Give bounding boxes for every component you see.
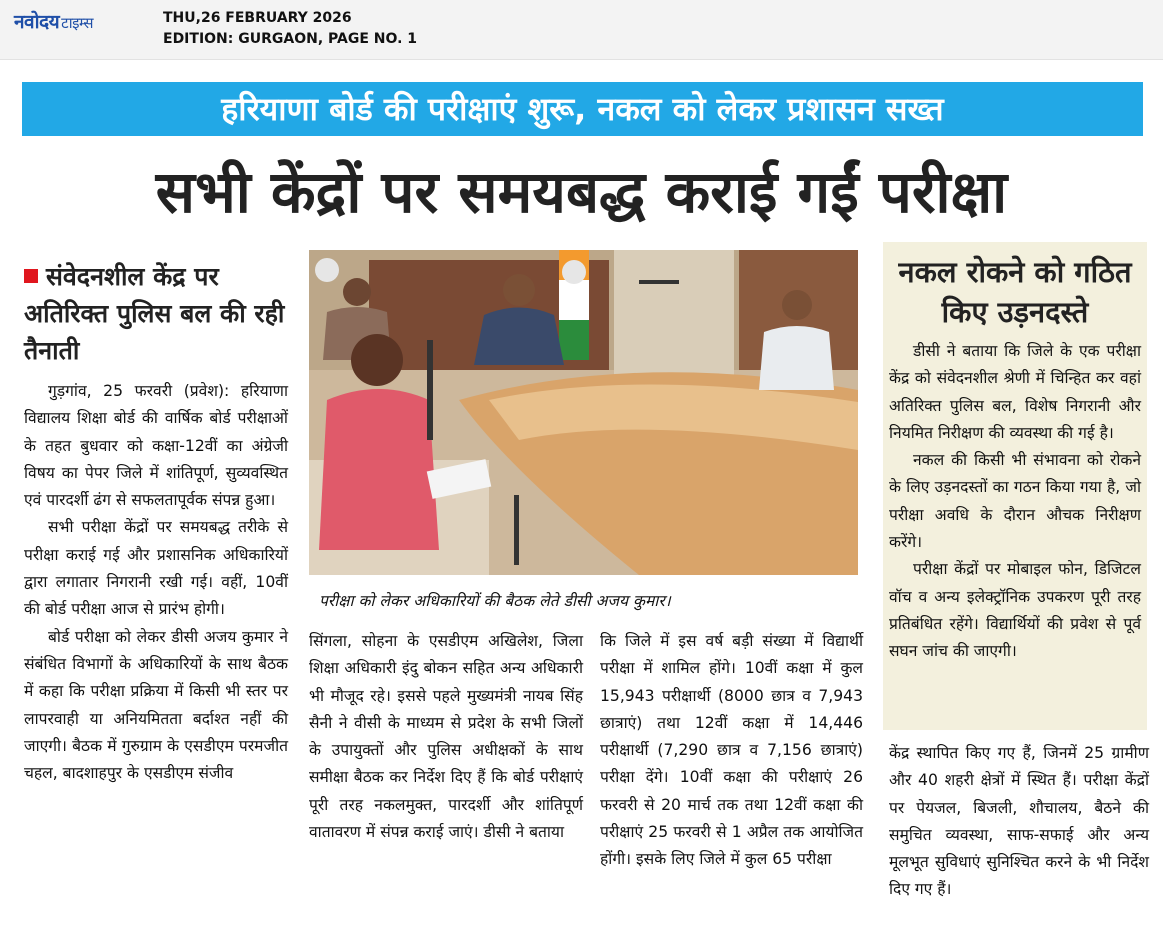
- logo-sub: टाइम्स: [61, 14, 93, 32]
- logo-main: नवोदय: [14, 11, 60, 33]
- subheadline: [24, 258, 286, 369]
- sidebar-heading: नकल रोकने को गठित किए उड़नदस्ते: [898, 255, 1132, 329]
- edition-info: [163, 8, 417, 50]
- sidebar-paragraph: डीसी ने बताया कि जिले के एक परीक्षा केंद्र को संवेदनशील श्रेणी में चिन्हित कर वहां अतिरिक्त पुलिस बल, विशेष निगरानी और नियमित निरीक्षण की व्यवस्था की गई है।: [889, 342, 1141, 442]
- article-column-2: [309, 628, 583, 846]
- photo-caption: परीक्षा को लेकर अधिकारियों की बैठक लेते डीसी अजय कुमार।: [319, 592, 671, 610]
- article-paragraph: बोर्ड परीक्षा को लेकर डीसी अजय कुमार ने संबंधित विभागों के अधिकारियों के साथ बैठक में कहा कि परीक्षा प्रक्रिया में किसी भी स्तर पर लापरवाही या अनियमितता बर्दाश्त नहीं की जाएगी। बैठक में गुरुग्राम के एसडीएम परमजीत चहल, बादशाहपुर के एसडीएम संजीव: [24, 627, 288, 783]
- article-column-4: [889, 740, 1149, 904]
- meeting-photo-illustration: [309, 250, 858, 575]
- article-column-3: [600, 628, 863, 874]
- kicker-banner: हरियाणा बोर्ड की परीक्षाएं शुरू, नकल को लेकर प्रशासन सख्त: [22, 82, 1143, 136]
- edition-date: THU,26 FEBRUARY 2026: [163, 10, 352, 26]
- sidebar-paragraph: नकल की किसी भी संभावना को रोकने के लिए उड़नदस्तों का गठन किया गया है, जो परीक्षा अवधि के दौरान औचक निरीक्षण करेंगे।: [889, 451, 1141, 552]
- article-paragraph: गुड़गांव, 25 फरवरी (प्रवेश): हरियाणा विद्यालय शिक्षा बोर्ड की वार्षिक बोर्ड परीक्षाओं के तहत बुधवार को कक्षा-12वीं का अंग्रेजी विषय का पेपर जिले में शांतिपूर्ण, सुव्यवस्थित एवं पारदर्शी ढंग से सफलतापूर्वक संपन्न हुआ।: [24, 382, 288, 510]
- article-paragraph: सभी परीक्षा केंद्रों पर समयबद्ध तरीके से परीक्षा कराई गई और प्रशासनिक अधिकारियों द्वारा लगातार निगरानी रखी गई। वहीं, 10वीं की बोर्ड परीक्षा आज से प्रारंभ होगी।: [24, 518, 288, 619]
- edition-page: EDITION: GURGAON, PAGE NO. 1: [163, 31, 418, 47]
- article-paragraph: केंद्र स्थापित किए गए हैं, जिनमें 25 ग्रामीण और 40 शहरी क्षेत्रों में स्थित हैं। परीक्षा केंद्रों पर पेयजल, बिजली, शौचालय, बैठने की समुचित व्यवस्था, साफ-सफाई और अन्य मूलभूत सुविधाएं सुनिश्चित करने के भी निर्देश दिए गए हैं।: [889, 744, 1149, 899]
- meeting-photo: [309, 250, 858, 575]
- subheadline-text: संवेदनशील केंद्र पर अतिरिक्त पुलिस बल की रही तैनाती: [24, 262, 285, 365]
- bullet-square-icon: [24, 269, 38, 283]
- article-column-1: [24, 378, 288, 787]
- sidebar-box: [883, 242, 1147, 730]
- main-headline: सभी केंद्रों पर समयबद्ध कराई गईं परीक्षा: [155, 158, 1008, 226]
- sidebar-body: [889, 338, 1141, 666]
- newspaper-logo[interactable]: [14, 8, 93, 34]
- masthead-bar: [0, 0, 1163, 60]
- sidebar-paragraph: परीक्षा केंद्रों पर मोबाइल फोन, डिजिटल वॉच व अन्य इलेक्ट्रॉनिक उपकरण पूरी तरह प्रतिबंधित रहेंगे। विद्यार्थियों की प्रवेश से पूर्व सघन जांच की जाएगी।: [889, 560, 1141, 661]
- article-paragraph: सिंगला, सोहना के एसडीएम अखिलेश, जिला शिक्षा अधिकारी इंदु बोकन सहित अन्य अधिकारी भी मौजूद रहे। इससे पहले मुख्यमंत्री नायब सिंह सैनी ने वीसी के माध्यम से प्रदेश के सभी जिलों के उपायुक्तों और पुलिस अधीक्षकों के साथ समीक्षा बैठक कर निर्देश दिए हैं कि बोर्ड परीक्षाएं पूरी तरह नकलमुक्त, पारदर्शी और शांतिपूर्ण वातावरण में संपन्न कराई जाएं। डीसी ने बताया: [309, 632, 583, 842]
- article-paragraph: कि जिले में इस वर्ष बड़ी संख्या में विद्यार्थी परीक्षा में शामिल होंगे। 10वीं कक्षा में कुल 15,943 परीक्षार्थी (8000 छात्र व 7,943 छात्राएं) तथा 12वीं कक्षा में 14,446 परीक्षार्थी (7,290 छात्र व 7,156 छात्राएं) परीक्षा देंगे। 10वीं कक्षा की परीक्षाएं 26 फरवरी से 20 मार्च तक तथा 12वीं कक्षा की परीक्षाएं 25 फरवरी से 1 अप्रैल तक आयोजित होंगी। इसके लिए जिले में कुल 65 परीक्षा: [600, 632, 863, 869]
